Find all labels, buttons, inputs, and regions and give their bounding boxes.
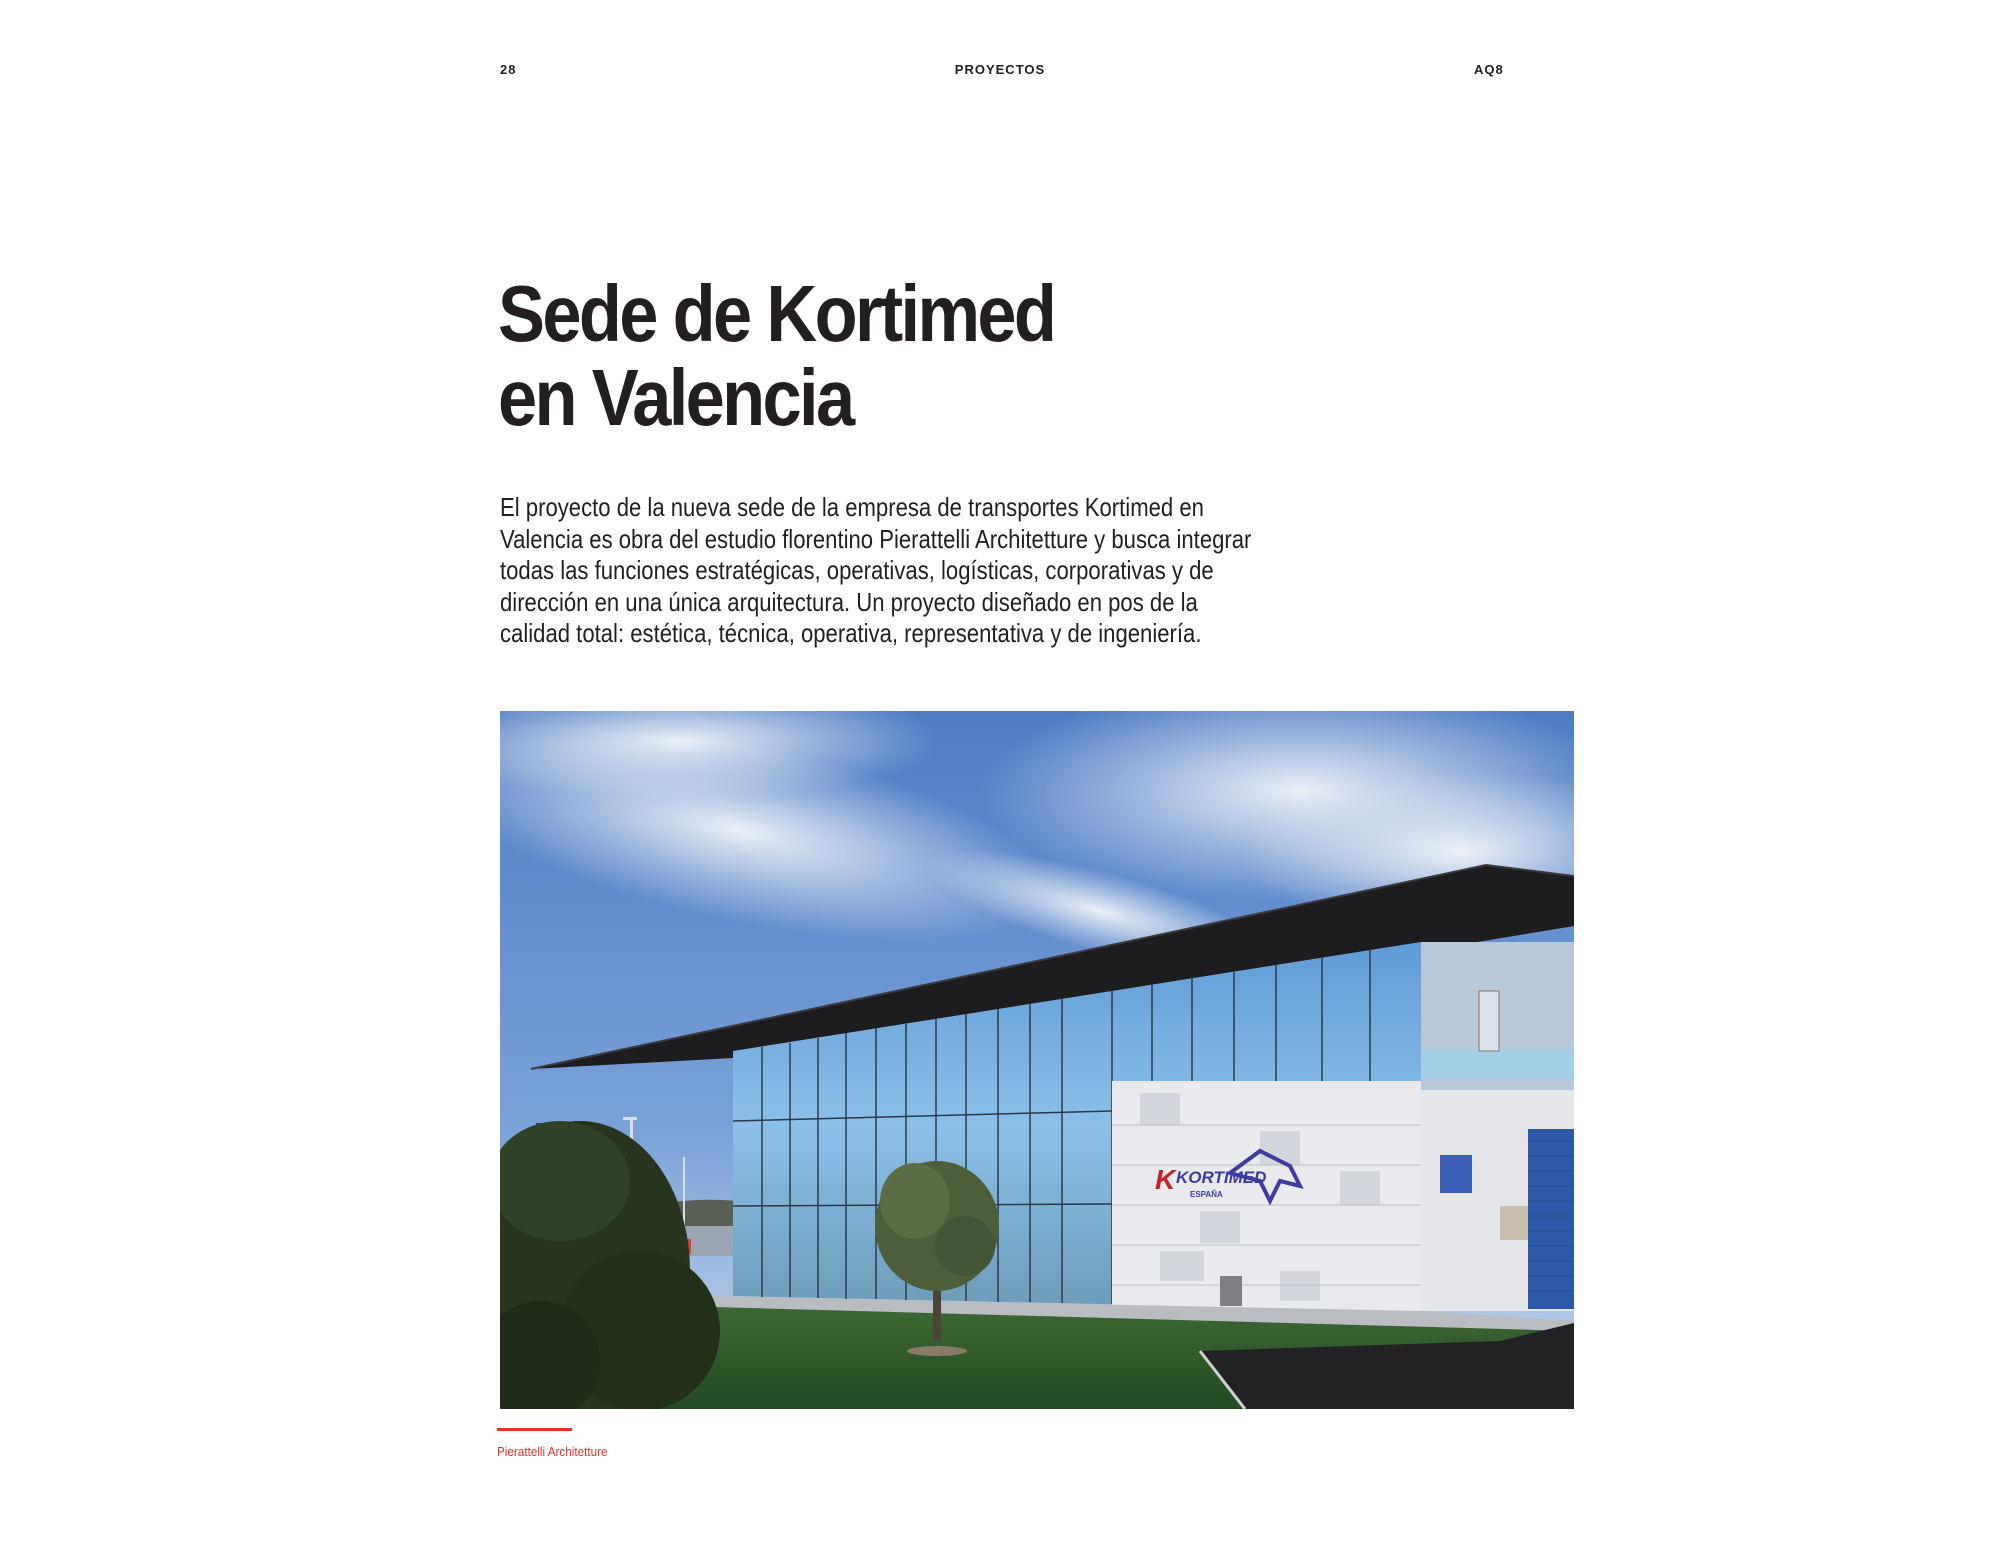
magazine-label: AQ8 [1474, 62, 1504, 77]
sign-text: KORTIMED [1176, 1168, 1267, 1187]
building-photo-illustration [500, 711, 1574, 1409]
sign-subtext: ESPAÑA [1190, 1190, 1223, 1199]
sign-letter-k: K [1155, 1164, 1176, 1195]
credit-divider [497, 1428, 572, 1431]
article-lede: El proyecto de la nueva sede de la empresa de transportes Kortimed en Valencia es obra del estudio florentino Pierattelli Architetture y busca integrar todas las funciones estratégicas, operativas, logísticas, corporativas y de dirección en una única arquitectura. Un proyecto diseñado en pos de la calidad total: estética, técnica, operativa, representativa y de ingeniería. [500, 492, 1252, 648]
page-number: 28 [500, 62, 517, 77]
photo-credit: Pierattelli Architetture [497, 1444, 608, 1459]
building-photo [500, 711, 1574, 1409]
section-label: PROYECTOS [954, 62, 1046, 77]
headline-line-1: Sede de Kortimed [498, 269, 1055, 358]
article-headline [498, 269, 1290, 442]
headline-line-2: en Valencia [498, 353, 853, 442]
